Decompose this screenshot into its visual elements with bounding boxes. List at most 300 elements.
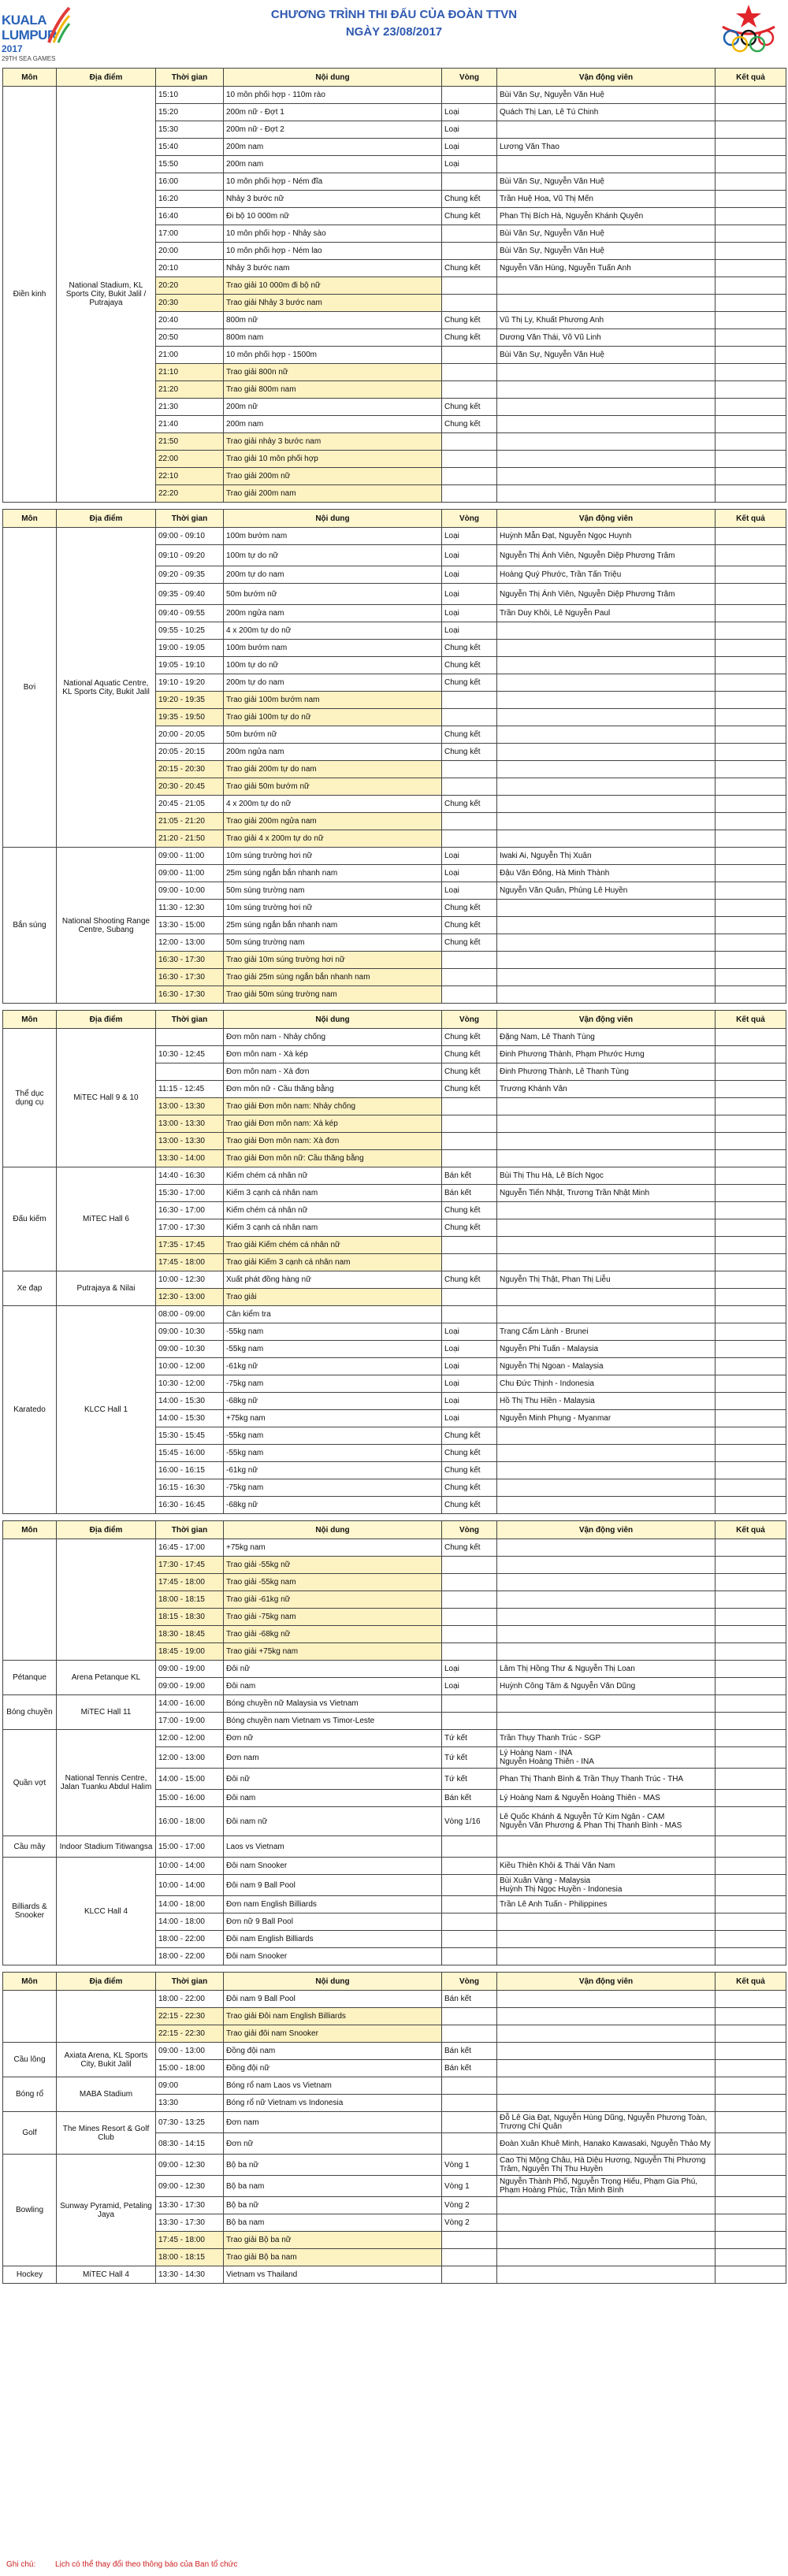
round-cell: Chung kết (442, 208, 497, 225)
athletes-cell: Nguyễn Thị Ánh Viên, Nguyễn Diệp Phương Trâm (497, 545, 716, 566)
time-cell: 21:20 - 21:50 (156, 830, 224, 848)
athletes-cell: Hồ Thị Thu Hiền - Malaysia (497, 1393, 716, 1410)
result-cell (716, 882, 786, 900)
round-cell: Bán kết (442, 2043, 497, 2060)
event-cell: Kiếm 3 cạnh cá nhân nam (224, 1219, 442, 1237)
sport-name: Golf (3, 2112, 57, 2155)
event-cell: Đôi nam nữ (224, 1807, 442, 1836)
time-cell: 09:00 - 19:00 (156, 1678, 224, 1695)
athletes-cell (497, 1713, 716, 1730)
round-cell: Loại (442, 622, 497, 640)
result-cell (716, 692, 786, 709)
column-header-row (3, 1011, 786, 1029)
venue: Indoor Stadium Titiwangsa (57, 1836, 156, 1858)
event-cell: Trao giải nhảy 3 bước nam (224, 433, 442, 451)
round-cell: Chung kết (442, 416, 497, 433)
venue: The Mines Resort & Golf Club (57, 2112, 156, 2155)
athletes-cell (497, 709, 716, 726)
event-cell: Đơn môn nam - Xà đơn (224, 1063, 442, 1081)
footer-note (6, 2560, 237, 2569)
event-cell: Trao giải 50m bướm nữ (224, 778, 442, 796)
athletes-cell: Đỗ Lê Gia Đạt, Nguyễn Hùng Dũng, Nguyễn Phương Toàn, Trương Chí Quân (497, 2112, 716, 2133)
result-cell (716, 2232, 786, 2249)
time-cell: 13:30 (156, 2095, 224, 2112)
event-cell: Trao giải (224, 1289, 442, 1306)
event-cell: -61kg nữ (224, 1358, 442, 1375)
athletes-cell (497, 1574, 716, 1591)
time-cell: 14:00 - 15:00 (156, 1769, 224, 1790)
result-cell (716, 1557, 786, 1574)
venue: National Shooting Range Centre, Subang (57, 848, 156, 1004)
column-header-vong: Vòng (442, 1521, 497, 1539)
event-cell: 200m nữ - Đợt 1 (224, 104, 442, 121)
event-cell: 10 môn phối hợp - Ném lao (224, 243, 442, 260)
time-cell: 21:00 (156, 347, 224, 364)
sport-name: Billiards & Snooker (3, 1858, 57, 1965)
time-cell: 17:45 - 18:00 (156, 1254, 224, 1271)
event-cell: Đôi nam English Billiards (224, 1931, 442, 1948)
result-cell (716, 545, 786, 566)
time-cell: 09:00 - 11:00 (156, 848, 224, 865)
event-cell: -55kg nam (224, 1323, 442, 1341)
round-cell: Vòng 2 (442, 2197, 497, 2214)
event-cell: Trao giải 200m tự do nam (224, 761, 442, 778)
round-cell: Loại (442, 566, 497, 584)
time-cell: 11:15 - 12:45 (156, 1081, 224, 1098)
venue: National Aquatic Centre, KL Sports City, Bukit Jalil (57, 528, 156, 848)
event-cell: 10 môn phối hợp - Nhảy sào (224, 225, 442, 243)
result-cell (716, 1445, 786, 1462)
athletes-cell (497, 1445, 716, 1462)
column-header-thoi-gian: Thời gian (156, 1011, 224, 1029)
round-cell: Chung kết (442, 657, 497, 674)
time-cell: 22:00 (156, 451, 224, 468)
athletes-cell (497, 1098, 716, 1115)
time-cell: 09:00 - 10:30 (156, 1341, 224, 1358)
athletes-cell: Bùi Văn Sự, Nguyễn Văn Huệ (497, 87, 716, 104)
result-cell (716, 451, 786, 468)
result-cell (716, 225, 786, 243)
athletes-cell: Hoàng Quý Phước, Trần Tấn Triệu (497, 566, 716, 584)
time-cell: 21:05 - 21:20 (156, 813, 224, 830)
athletes-cell (497, 1254, 716, 1271)
event-cell: Bóng chuyền nữ Malaysia vs Vietnam (224, 1695, 442, 1713)
time-cell: 20:15 - 20:30 (156, 761, 224, 778)
time-cell: 17:45 - 18:00 (156, 1574, 224, 1591)
sport-name: Cầu lông (3, 2043, 57, 2077)
schedule-body (2, 68, 786, 2284)
time-cell: 15:00 - 17:00 (156, 1836, 224, 1858)
result-cell (716, 934, 786, 952)
section-gap (3, 503, 786, 510)
round-cell (442, 1133, 497, 1150)
page-title: CHƯƠNG TRÌNH THI ĐẤU CỦA ĐOÀN TTVN (270, 8, 518, 21)
result-cell (716, 1626, 786, 1643)
time-cell: 18:00 - 18:15 (156, 2249, 224, 2266)
round-cell: Vòng 1/16 (442, 1807, 497, 1836)
round-cell: Chung kết (442, 1063, 497, 1081)
result-cell (716, 208, 786, 225)
time-cell: 09:35 - 09:40 (156, 584, 224, 605)
athletes-cell: Bùi Văn Sự, Nguyễn Văn Huệ (497, 243, 716, 260)
time-cell: 18:15 - 18:30 (156, 1609, 224, 1626)
result-cell (716, 1427, 786, 1445)
column-header-thoi-gian: Thời gian (156, 69, 224, 87)
round-cell (442, 1913, 497, 1931)
event-cell: Trao giải 50m súng trường nam (224, 986, 442, 1004)
event-cell: 200m nam (224, 139, 442, 156)
round-cell: Loại (442, 1358, 497, 1375)
athletes-cell: Lương Văn Thao (497, 139, 716, 156)
event-cell: Trao giải đôi nam Snooker (224, 2025, 442, 2043)
event-cell: -75kg nam (224, 1375, 442, 1393)
event-row (3, 2112, 786, 2133)
result-cell (716, 433, 786, 451)
round-cell (442, 1306, 497, 1323)
time-cell: 13:30 - 15:00 (156, 917, 224, 934)
round-cell: Loại (442, 139, 497, 156)
result-cell (716, 1150, 786, 1167)
column-header-noi-dung: Nội dung (224, 1521, 442, 1539)
event-cell: Trao giải -55kg nam (224, 1574, 442, 1591)
sport-name: Quần vợt (3, 1730, 57, 1836)
round-cell: Vòng 2 (442, 2214, 497, 2232)
round-cell: Chung kết (442, 900, 497, 917)
athletes-cell: Vũ Thị Ly, Khuất Phương Anh (497, 312, 716, 329)
round-cell: Loại (442, 882, 497, 900)
time-cell: 09:00 - 13:00 (156, 2043, 224, 2060)
time-cell: 09:00 - 10:00 (156, 882, 224, 900)
time-cell: 22:15 - 22:30 (156, 2025, 224, 2043)
athletes-cell (497, 900, 716, 917)
athletes-cell (497, 1695, 716, 1713)
sport-name: Bowling (3, 2155, 57, 2266)
event-cell: Cân kiểm tra (224, 1306, 442, 1323)
result-cell (716, 865, 786, 882)
round-cell (442, 225, 497, 243)
time-cell: 20:20 (156, 277, 224, 295)
column-header-noi-dung: Nội dung (224, 1011, 442, 1029)
result-cell (716, 1185, 786, 1202)
event-cell: 50m bướm nữ (224, 584, 442, 605)
event-cell: 50m súng trường nam (224, 882, 442, 900)
round-cell: Vòng 1 (442, 2155, 497, 2176)
time-cell: 09:40 - 09:55 (156, 605, 224, 622)
result-cell (716, 917, 786, 934)
athletes-cell (497, 1306, 716, 1323)
event-cell: Trao giải 10 000m đi bộ nữ (224, 277, 442, 295)
event-cell: 800m nam (224, 329, 442, 347)
round-cell (442, 277, 497, 295)
athletes-cell (497, 1133, 716, 1150)
result-cell (716, 191, 786, 208)
event-row (3, 2043, 786, 2060)
time-cell: 21:50 (156, 433, 224, 451)
venue (57, 1539, 156, 1661)
round-cell (442, 1098, 497, 1115)
time-cell: 19:35 - 19:50 (156, 709, 224, 726)
result-cell (716, 2214, 786, 2232)
result-cell (716, 1497, 786, 1514)
venue: MiTEC Hall 9 & 10 (57, 1029, 156, 1167)
result-cell (716, 260, 786, 277)
column-header-noi-dung: Nội dung (224, 510, 442, 528)
event-cell: Đôi nam 9 Ball Pool (224, 1991, 442, 2008)
round-cell: Chung kết (442, 1029, 497, 1046)
round-cell (442, 813, 497, 830)
result-cell (716, 2025, 786, 2043)
time-cell: 13:00 - 13:30 (156, 1133, 224, 1150)
event-cell: Kiếm chém cá nhân nữ (224, 1202, 442, 1219)
time-cell: 14:00 - 16:00 (156, 1695, 224, 1713)
time-cell: 13:00 - 13:30 (156, 1098, 224, 1115)
event-cell: Đơn nữ 9 Ball Pool (224, 1913, 442, 1931)
column-header-ket-qua: Kết quả (716, 510, 786, 528)
result-cell (716, 1695, 786, 1713)
time-cell: 16:30 - 17:30 (156, 986, 224, 1004)
time-cell: 17:45 - 18:00 (156, 2232, 224, 2249)
time-cell: 09:00 - 10:30 (156, 1323, 224, 1341)
round-cell: Loại (442, 584, 497, 605)
column-header-van-dong-vien: Vận động viên (497, 1973, 716, 1991)
venue: MiTEC Hall 6 (57, 1167, 156, 1271)
athletes-cell (497, 1202, 716, 1219)
event-cell: Bộ ba nữ (224, 2197, 442, 2214)
round-cell: Loại (442, 865, 497, 882)
round-cell (442, 2077, 497, 2095)
time-cell: 12:30 - 13:00 (156, 1289, 224, 1306)
event-cell: 100m tự do nữ (224, 657, 442, 674)
sport-name: Bắn súng (3, 848, 57, 1004)
olympic-rings-star-icon (713, 3, 784, 54)
round-cell: Chung kết (442, 744, 497, 761)
time-cell: 09:55 - 10:25 (156, 622, 224, 640)
round-cell (442, 485, 497, 503)
round-cell: Loại (442, 1375, 497, 1393)
time-cell: 16:15 - 16:30 (156, 1479, 224, 1497)
event-row (3, 2155, 786, 2176)
event-row (3, 1730, 786, 1747)
round-cell (442, 1836, 497, 1858)
page-date: NGÀY 23/08/2017 (345, 25, 443, 39)
athletes-cell: Bùi Văn Sự, Nguyễn Văn Huệ (497, 173, 716, 191)
round-cell (442, 347, 497, 364)
column-header-mon: Môn (3, 1521, 57, 1539)
round-cell: Chung kết (442, 1202, 497, 1219)
result-cell (716, 1991, 786, 2008)
event-cell: 100m tự do nữ (224, 545, 442, 566)
athletes-cell (497, 1150, 716, 1167)
athletes-cell: Lý Hoàng Nam & Nguyễn Hoàng Thiên - MAS (497, 1790, 716, 1807)
time-cell: 12:00 - 12:00 (156, 1730, 224, 1747)
round-cell: Chung kết (442, 312, 497, 329)
column-header-row (3, 1521, 786, 1539)
venue: Arena Petanque KL (57, 1661, 156, 1695)
column-header-van-dong-vien: Vận động viên (497, 69, 716, 87)
result-cell (716, 1029, 786, 1046)
time-cell: 14:00 - 15:30 (156, 1410, 224, 1427)
event-cell: 200m nam (224, 416, 442, 433)
time-cell: 12:00 - 13:00 (156, 934, 224, 952)
venue: Putrajaya & Nilai (57, 1271, 156, 1306)
column-header-row (3, 510, 786, 528)
round-cell (442, 2249, 497, 2266)
result-cell (716, 1807, 786, 1836)
event-cell: Trao giải Nhảy 3 bước nam (224, 295, 442, 312)
result-cell (716, 1254, 786, 1271)
athletes-cell: Nguyễn Thị Ngoan - Malaysia (497, 1358, 716, 1375)
athletes-cell (497, 1913, 716, 1931)
event-row (3, 2266, 786, 2284)
event-cell: Trao giải Kiếm 3 cạnh cá nhân nam (224, 1254, 442, 1271)
athletes-cell (497, 1479, 716, 1497)
athletes-cell (497, 917, 716, 934)
time-cell: 09:20 - 09:35 (156, 566, 224, 584)
result-cell (716, 295, 786, 312)
athletes-cell (497, 399, 716, 416)
athletes-cell: Bùi Thị Thu Hà, Lê Bích Ngọc (497, 1167, 716, 1185)
time-cell: 22:15 - 22:30 (156, 2008, 224, 2025)
event-row (3, 1167, 786, 1185)
athletes-cell: Bùi Văn Sự, Nguyễn Văn Huệ (497, 225, 716, 243)
athletes-cell: Cao Thị Mộng Châu, Hà Diệu Hương, Nguyễn Thị Phương Trâm, Nguyễn Thị Thu Huyền (497, 2155, 716, 2176)
event-cell: Trao giải 100m bướm nam (224, 692, 442, 709)
venue: MiTEC Hall 11 (57, 1695, 156, 1730)
time-cell: 18:00 - 18:15 (156, 1591, 224, 1609)
column-header-vong: Vòng (442, 1011, 497, 1029)
event-cell: 10m súng trường hơi nữ (224, 848, 442, 865)
athletes-cell (497, 778, 716, 796)
round-cell (442, 709, 497, 726)
event-cell: Đôi nữ (224, 1661, 442, 1678)
round-cell: Chung kết (442, 1271, 497, 1289)
athletes-cell: Bùi Xuân Vàng - Malaysia Huỳnh Thị Ngọc Huyền - Indonesia (497, 1875, 716, 1896)
round-cell: Loại (442, 528, 497, 545)
athletes-cell (497, 692, 716, 709)
result-cell (716, 381, 786, 399)
event-cell: 200m ngửa nam (224, 605, 442, 622)
result-cell (716, 347, 786, 364)
time-cell: 13:30 - 14:30 (156, 2266, 224, 2284)
logo-subtitle: 29TH SEA GAMES (2, 55, 56, 62)
round-cell (442, 1574, 497, 1591)
time-cell: 13:30 - 17:30 (156, 2214, 224, 2232)
athletes-cell (497, 657, 716, 674)
result-cell (716, 1115, 786, 1133)
event-cell: Trao giải -68kg nữ (224, 1626, 442, 1643)
round-cell: Bán kết (442, 1991, 497, 2008)
time-cell: 15:10 (156, 87, 224, 104)
round-cell (442, 1858, 497, 1875)
event-cell: -68kg nữ (224, 1393, 442, 1410)
athletes-cell (497, 1557, 716, 1574)
result-cell (716, 2176, 786, 2197)
athletes-cell (497, 1462, 716, 1479)
time-cell: 16:20 (156, 191, 224, 208)
athletes-cell (497, 934, 716, 952)
round-cell (442, 830, 497, 848)
round-cell: Chung kết (442, 726, 497, 744)
footer-label: Ghi chú: (6, 2560, 36, 2569)
athletes-cell (497, 969, 716, 986)
round-cell: Tứ kết (442, 1769, 497, 1790)
event-cell: Đồng đội nữ (224, 2060, 442, 2077)
round-cell (442, 986, 497, 1004)
athletes-cell (497, 2060, 716, 2077)
result-cell (716, 1063, 786, 1081)
column-header-noi-dung: Nội dung (224, 69, 442, 87)
result-cell (716, 1219, 786, 1237)
athletes-cell: Chu Đức Thịnh - Indonesia (497, 1375, 716, 1393)
event-cell: Kiếm chém cá nhân nữ (224, 1167, 442, 1185)
round-cell: Chung kết (442, 934, 497, 952)
time-cell: 09:00 - 11:00 (156, 865, 224, 882)
round-cell (442, 1626, 497, 1643)
round-cell: Loại (442, 156, 497, 173)
sport-name: Đấu kiếm (3, 1167, 57, 1271)
column-header-mon: Môn (3, 510, 57, 528)
event-cell: +75kg nam (224, 1410, 442, 1427)
round-cell (442, 433, 497, 451)
time-cell: 16:45 - 17:00 (156, 1539, 224, 1557)
result-cell (716, 1410, 786, 1427)
column-header-mon: Môn (3, 1973, 57, 1991)
result-cell (716, 848, 786, 865)
round-cell (442, 2008, 497, 2025)
event-cell: 200m tự do nam (224, 566, 442, 584)
result-cell (716, 1098, 786, 1115)
time-cell: 21:10 (156, 364, 224, 381)
time-cell: 15:50 (156, 156, 224, 173)
athletes-cell (497, 277, 716, 295)
event-cell: Bóng rổ nam Laos vs Vietnam (224, 2077, 442, 2095)
event-cell: Bóng chuyền nam Vietnam vs Timor-Leste (224, 1713, 442, 1730)
result-cell (716, 1574, 786, 1591)
event-cell: -55kg nam (224, 1445, 442, 1462)
round-cell: Loại (442, 545, 497, 566)
time-cell: 16:00 - 16:15 (156, 1462, 224, 1479)
round-cell: Chung kết (442, 399, 497, 416)
result-cell (716, 2008, 786, 2025)
column-header-mon: Môn (3, 1011, 57, 1029)
round-cell: Vòng 1 (442, 2176, 497, 2197)
time-cell: 20:50 (156, 329, 224, 347)
result-cell (716, 1913, 786, 1931)
result-cell (716, 1237, 786, 1254)
event-row (3, 1695, 786, 1713)
venue: KLCC Hall 4 (57, 1858, 156, 1965)
result-cell (716, 622, 786, 640)
time-cell: 17:35 - 17:45 (156, 1237, 224, 1254)
time-cell: 16:30 - 16:45 (156, 1497, 224, 1514)
round-cell: Chung kết (442, 1462, 497, 1479)
event-cell: 200m ngửa nam (224, 744, 442, 761)
time-cell: 09:00 - 09:10 (156, 528, 224, 545)
event-cell: Vietnam vs Thailand (224, 2266, 442, 2284)
round-cell: Loại (442, 1323, 497, 1341)
time-cell: 09:00 - 12:30 (156, 2176, 224, 2197)
event-row (3, 848, 786, 865)
athletes-cell (497, 986, 716, 1004)
round-cell: Loại (442, 1393, 497, 1410)
time-cell: 20:10 (156, 260, 224, 277)
event-cell: Trao giải -75kg nam (224, 1609, 442, 1626)
round-cell (442, 364, 497, 381)
round-cell: Tứ kết (442, 1730, 497, 1747)
round-cell (442, 1254, 497, 1271)
event-row (3, 528, 786, 545)
athletes-cell (497, 1497, 716, 1514)
